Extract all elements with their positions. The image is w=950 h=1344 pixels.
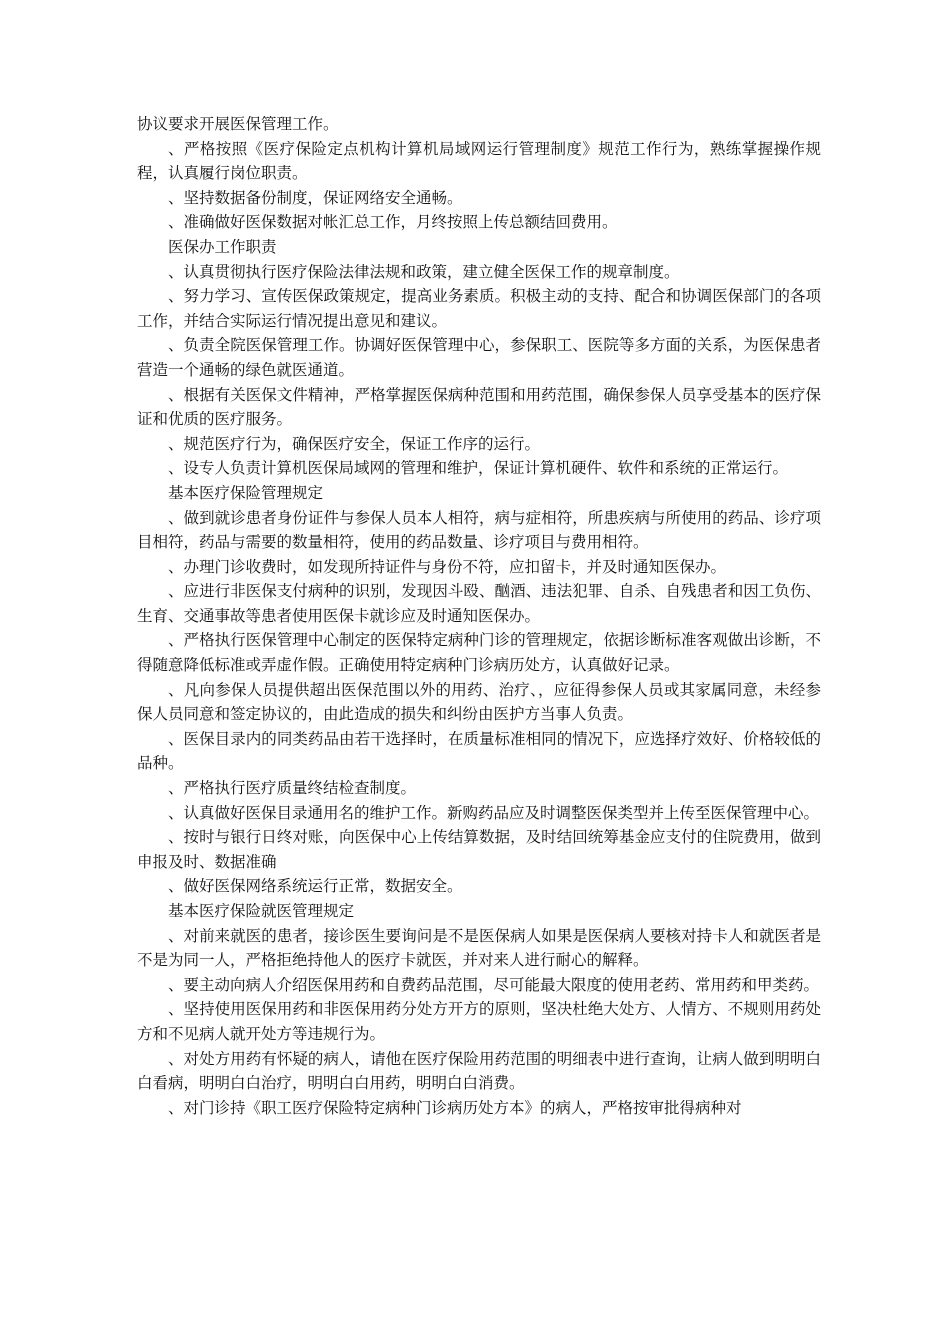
paragraph: 、做好医保网络系统运行正常，数据安全。 <box>168 877 463 896</box>
paragraph: 、认真做好医保目录通用名的维护工作。新购药品应及时调整医保类型并上传至医保管理中心。 <box>168 803 820 822</box>
paragraph: 、准确做好医保数据对帐汇总工作，月终按照上传总额结回费用。 <box>168 213 618 232</box>
paragraph: 、凡向参保人员提供超出医保范围以外的用药、治疗、，应征得参保人员或其家属同意，未经参保人员同意和签定协议的，由此造成的损失和纠纷由医护方当事人负责。 <box>137 680 821 724</box>
paragraph: 、对前来就医的患者，接诊医生要询问是不是医保病人如果是医保病人要核对持卡人和就医者是不是为同一人，严格拒绝持他人的医疗卡就医，并对来人进行耐心的解释。 <box>137 926 821 970</box>
paragraph: 、按时与银行日终对账，向医保中心上传结算数据，及时结回统筹基金应支付的住院费用，做到申报及时、数据准确 <box>137 828 821 871</box>
paragraph: 、规范医疗行为，确保医疗安全，保证工作序的运行。 <box>168 434 541 453</box>
section-heading: 基本医疗保险就医管理规定 <box>168 902 355 920</box>
paragraph: 、努力学习、宣传医保政策规定，提高业务素质。积极主动的支持、配合和协调医保部门的各项工作，并结合实际运行情况提出意见和建议。 <box>137 287 821 330</box>
paragraph: 、坚持数据备份制度，保证网络安全通畅。 <box>168 188 463 207</box>
paragraph: 、严格执行医疗质量终结检查制度。 <box>168 779 417 798</box>
paragraph: 、应进行非医保支付病种的识别，发现因斗殴、酗酒、违法犯罪、自杀、自残患者和因工负伤、生育、交通事故等患者使用医保卡就诊应及时通知医保办。 <box>137 582 821 625</box>
paragraph: 协议要求开展医保管理工作。 <box>137 115 339 133</box>
paragraph: 、根据有关医保文件精神，严格掌握医保病种范围和用药范围，确保参保人员享受基本的医疗保证和优质的医疗服务。 <box>137 385 821 429</box>
paragraph: 、要主动向病人介绍医保用药和自费药品范围，尽可能最大限度的使用老药、常用药和甲类药。 <box>168 975 820 994</box>
paragraph: 、办理门诊收费时，如发现所持证件与身份不符，应扣留卡，并及时通知医保办。 <box>168 557 727 576</box>
paragraph: 、设专人负责计算机医保局域网的管理和维护，保证计算机硬件、软件和系统的正常运行。 <box>168 459 789 478</box>
paragraph: 、医保目录内的同类药品由若干选择时，在质量标准相同的情况下，应选择疗效好、价格较低的品种。 <box>137 729 821 773</box>
paragraph: 、严格按照《医疗保险定点机构计算机局域网运行管理制度》规范工作行为，熟练掌握操作规程，认真履行岗位职责。 <box>137 139 821 183</box>
paragraph: 、对门诊持《职工医疗保险特定病种门诊病历处方本》的病人，严格按审批得病种对 <box>168 1098 742 1117</box>
paragraph: 、做到就诊患者身份证件与参保人员本人相符，病与症相符，所患疾病与所使用的药品、诊疗项目相符，药品与需要的数量相符，使用的药品数量、诊疗项目与费用相符。 <box>137 508 821 552</box>
paragraph: 、认真贯彻执行医疗保险法律法规和政策，建立健全医保工作的规章制度。 <box>168 262 680 281</box>
paragraph: 、严格执行医保管理中心制定的医保特定病种门诊的管理规定，依据诊断标准客观做出诊断，不得随意降低标准或弄虚作假。正确使用特定病种门诊病历处方，认真做好记录。 <box>137 631 821 675</box>
paragraph: 、坚持使用医保用药和非医保用药分处方开方的原则，坚决杜绝大处方、人情方、不规则用药处方和不见病人就开处方等违规行为。 <box>137 1000 821 1043</box>
section-heading: 医保办工作职责 <box>168 237 277 256</box>
paragraph: 、对处方用药有怀疑的病人，请他在医疗保险用药范围的明细表中进行查询，让病人做到明明白白看病，明明白白治疗，明明白白用药，明明白白消费。 <box>137 1049 821 1093</box>
paragraph: 、负责全院医保管理工作。协调好医保管理中心，参保职工、医院等多方面的关系，为医保患者营造一个通畅的绿色就医通道。 <box>137 336 821 379</box>
document-body <box>137 112 821 1120</box>
section-heading: 基本医疗保险管理规定 <box>168 483 324 502</box>
